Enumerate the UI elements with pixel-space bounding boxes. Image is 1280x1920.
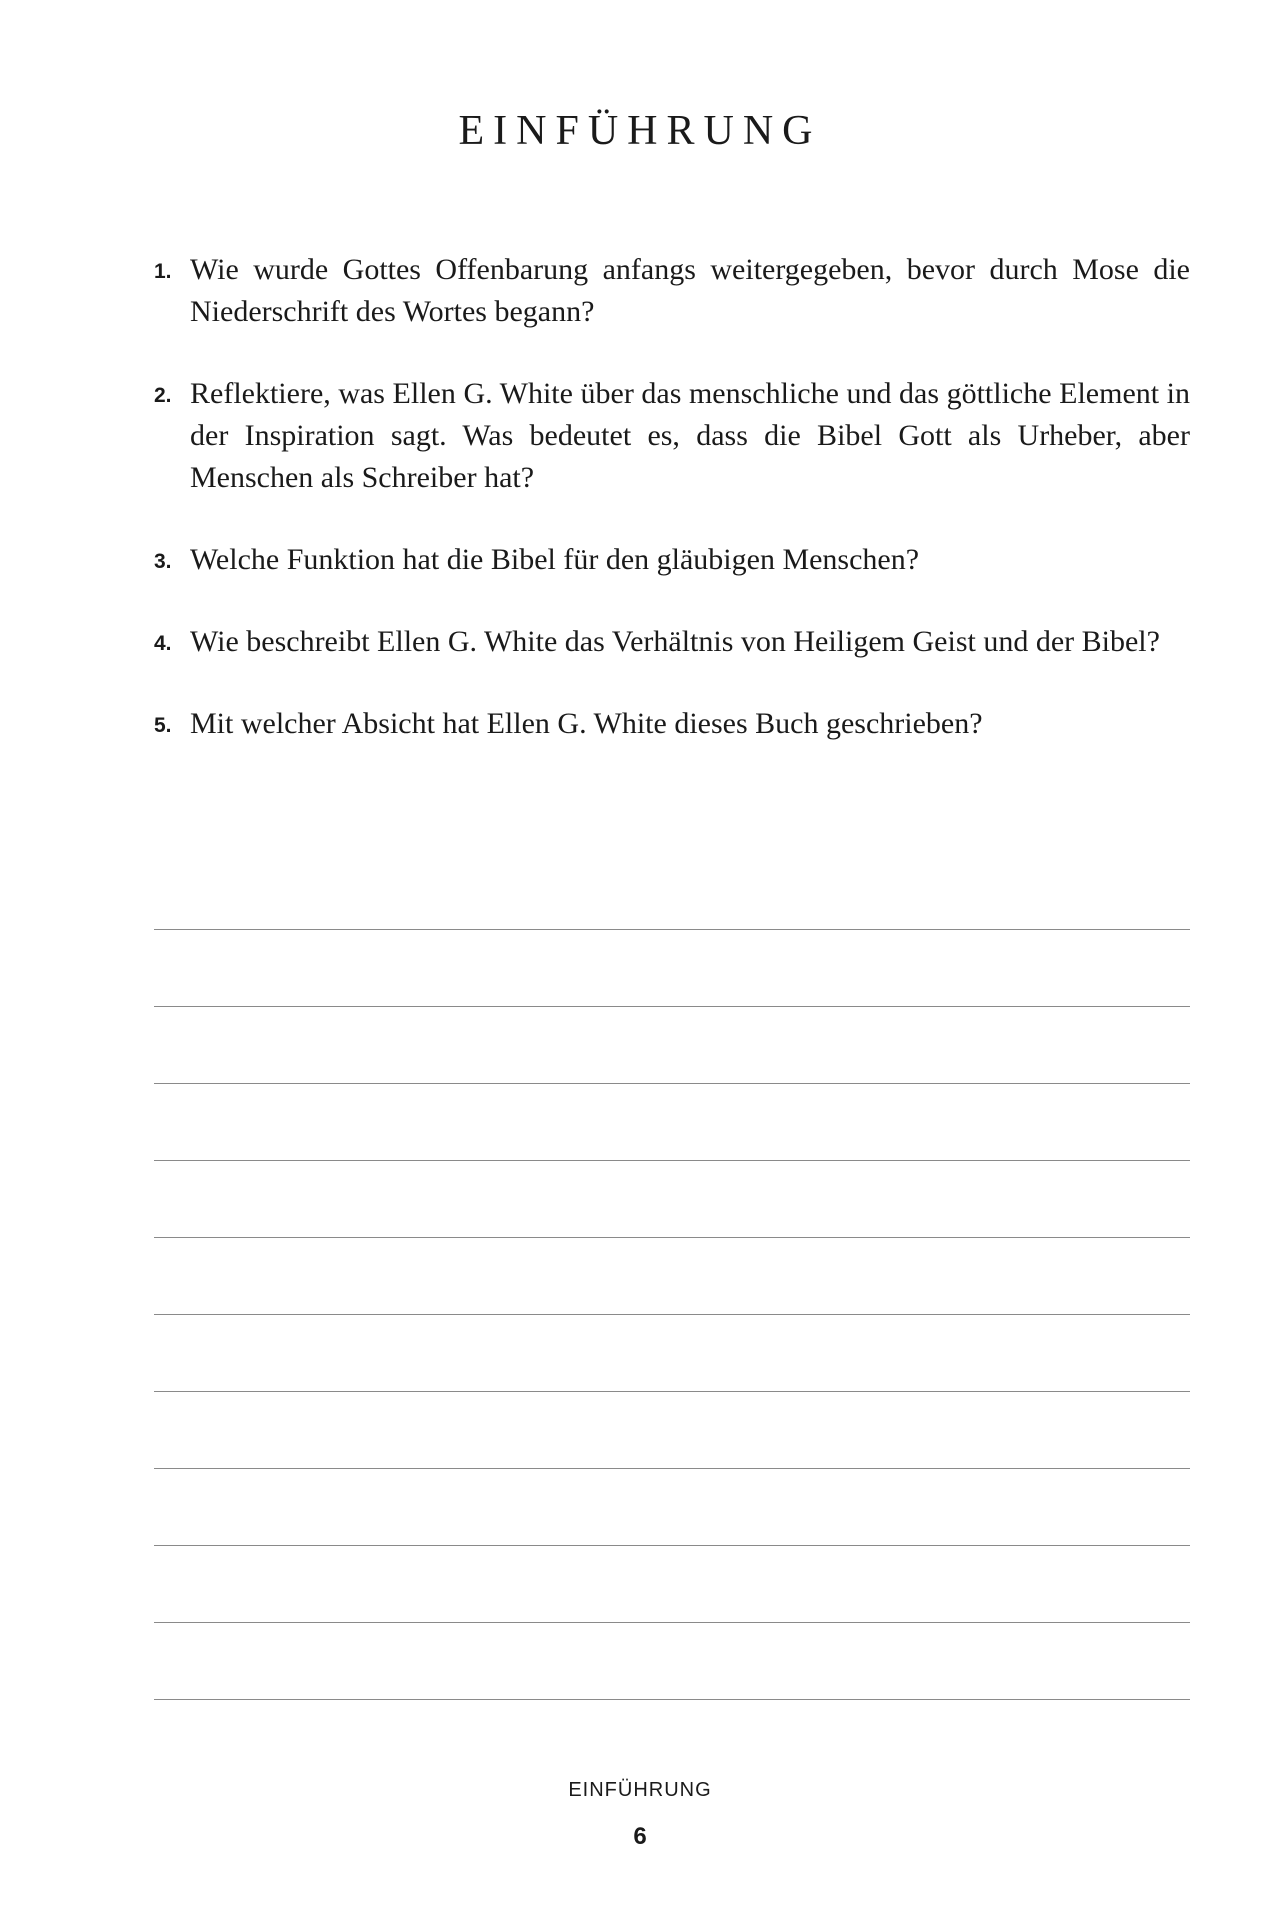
question-item [154,373,1190,499]
question-text: Mit welcher Absicht hat Ellen G. White dieses Buch geschrieben? [190,707,983,740]
question-item [154,703,1190,745]
answer-line [154,1160,1190,1161]
answer-line [154,1314,1190,1315]
answer-line [154,1699,1190,1700]
question-number: 5. [154,714,172,737]
answer-line [154,1545,1190,1546]
answer-line [154,1468,1190,1469]
question-list [154,249,1190,785]
answer-line [154,1622,1190,1623]
answer-line [154,1083,1190,1084]
question-text: Wie wurde Gottes Offenbarung anfangs weitergegeben, bevor durch Mose die Niederschrift des Wortes begann? [190,253,1190,328]
answer-line [154,1391,1190,1392]
question-number: 2. [154,384,172,407]
page-number: 6 [633,1823,647,1850]
answer-line [154,1006,1190,1007]
answer-line [154,929,1190,930]
question-text: Wie beschreibt Ellen G. White das Verhältnis von Heiligem Geist und der Bibel? [190,625,1160,658]
question-item [154,539,1190,581]
answer-line [154,1237,1190,1238]
question-number: 1. [154,260,172,283]
question-text: Reflektiere, was Ellen G. White über das menschliche und das göttliche Element in der Inspiration sagt. Was bedeutet es, dass die Bibel Gott als Urheber, aber Menschen als Schreiber hat? [190,377,1190,494]
question-item [154,621,1190,663]
question-item [154,249,1190,333]
answer-lines [154,929,1190,1699]
running-footer: EINFÜHRUNG [568,1779,712,1801]
question-number: 3. [154,550,172,573]
page-title: EINFÜHRUNG [458,108,822,154]
question-text: Welche Funktion hat die Bibel für den gläubigen Menschen? [190,543,920,576]
question-number: 4. [154,632,172,655]
